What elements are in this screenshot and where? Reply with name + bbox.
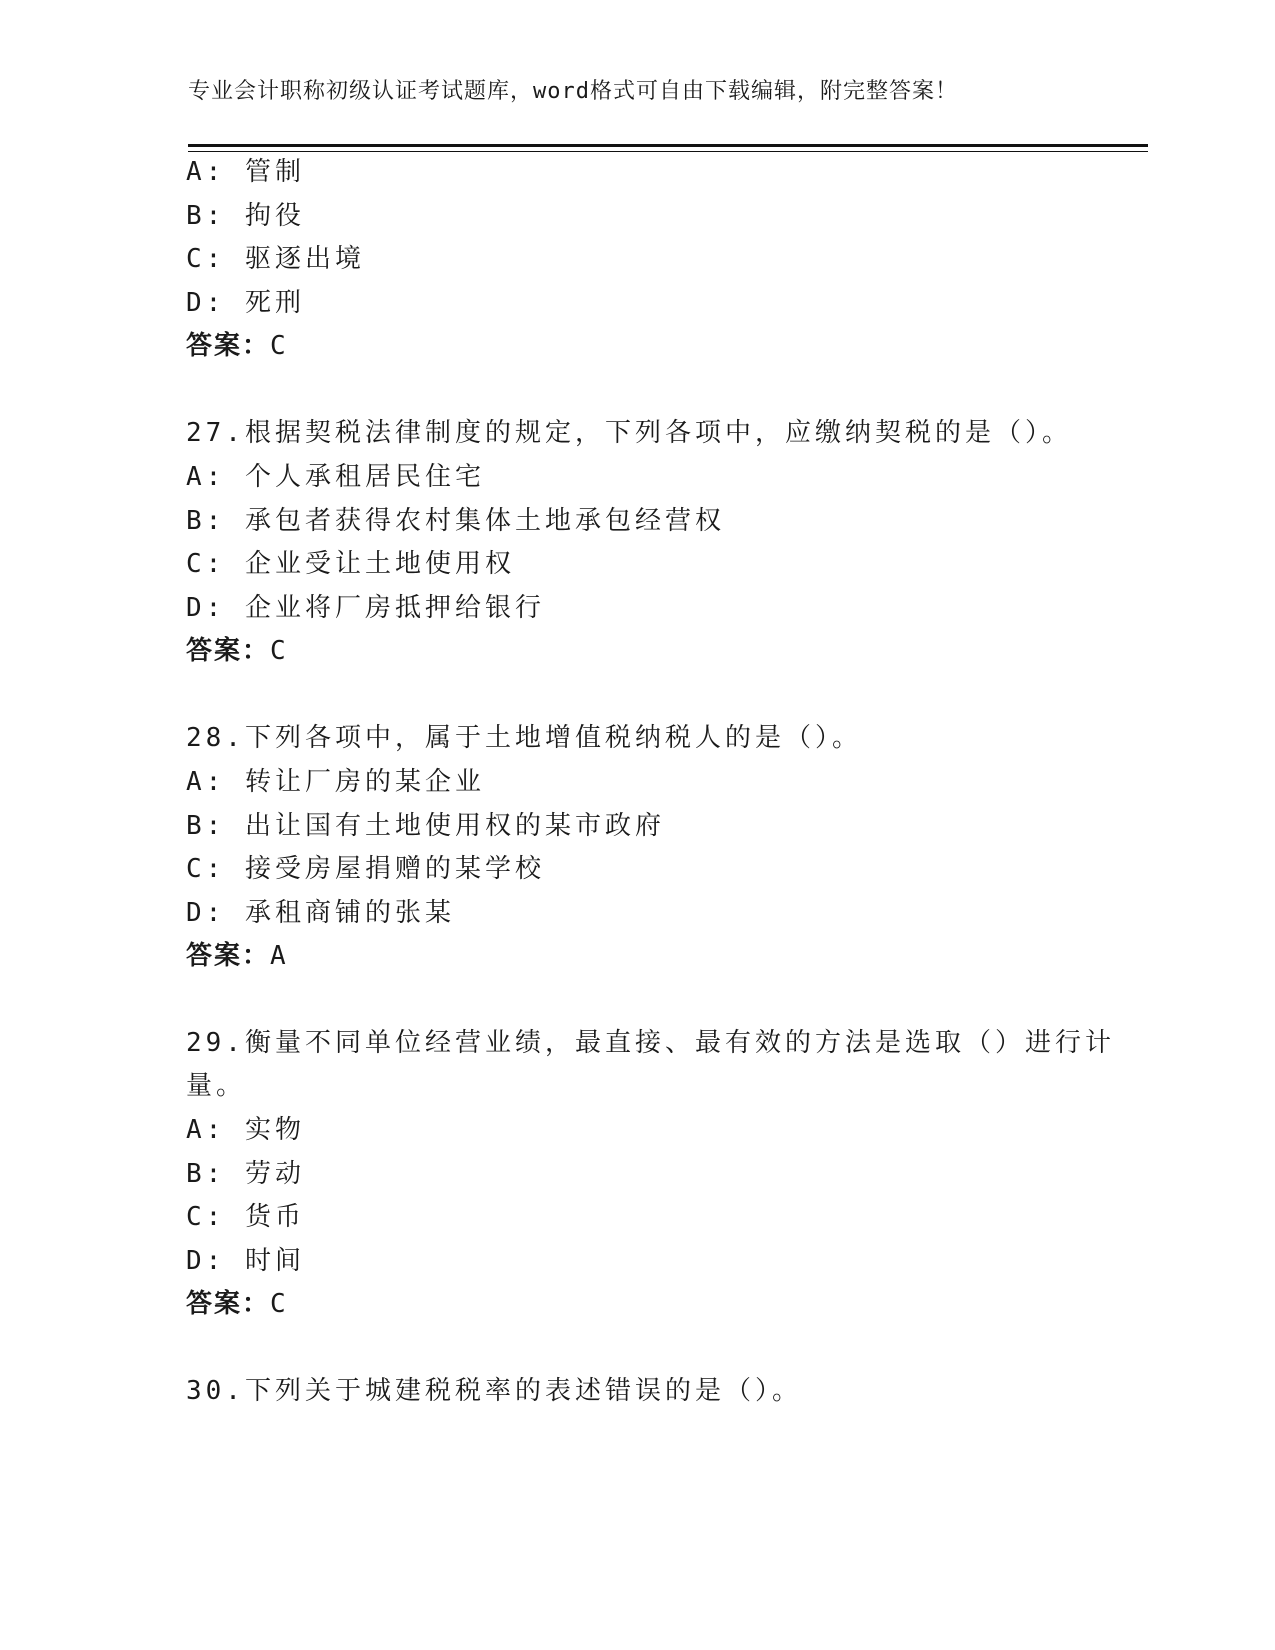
q29-question-line1: 29.衡量不同单位经营业绩，最直接、最有效的方法是选取（）进行计 (186, 1028, 1115, 1058)
q27-option-b: B: 承包者获得农村集体土地承包经营权 (186, 506, 725, 536)
q29-answer (186, 1287, 288, 1321)
q27-answer-label: 答案： (186, 636, 271, 666)
q30-question: 30.下列关于城建税税率的表述错误的是（）。 (186, 1376, 802, 1406)
q26-option-a: A: 管制 (186, 157, 305, 187)
q29-answer-label: 答案： (186, 1289, 271, 1319)
q28-option-a: A: 转让厂房的某企业 (186, 767, 485, 797)
q28-answer-value: A (270, 941, 288, 971)
q29-answer-value: C (270, 1289, 288, 1319)
header-rule-thick (188, 144, 1148, 147)
q27-option-d: D: 企业将厂房抵押给银行 (186, 593, 545, 623)
q27-option-c: C: 企业受让土地使用权 (186, 549, 515, 579)
q28-answer-label: 答案： (186, 941, 271, 971)
q27-question: 27.根据契税法律制度的规定，下列各项中，应缴纳契税的是（）。 (186, 418, 1072, 448)
q28-question: 28.下列各项中，属于土地增值税纳税人的是（）。 (186, 723, 862, 753)
q26-answer-value: C (270, 331, 288, 361)
header-rule-thin (188, 151, 1148, 152)
q29-option-b: B: 劳动 (186, 1159, 305, 1189)
page-header: 专业会计职称初级认证考试题库，word格式可自由下载编辑，附完整答案！ (188, 79, 958, 104)
q27-option-a: A: 个人承租居民住宅 (186, 462, 485, 492)
q26-option-d: D: 死刑 (186, 288, 305, 318)
q26-option-c: C: 驱逐出境 (186, 244, 365, 274)
q26-option-b: B: 拘役 (186, 201, 305, 231)
q27-answer (186, 634, 288, 668)
q28-option-c: C: 接受房屋捐赠的某学校 (186, 854, 545, 884)
q29-question-line2: 量。 (186, 1071, 247, 1101)
q26-answer-label: 答案： (186, 331, 271, 361)
q28-option-d: D: 承租商铺的张某 (186, 898, 455, 928)
q29-option-c: C: 货币 (186, 1202, 305, 1232)
q27-answer-value: C (270, 636, 288, 666)
q26-answer (186, 329, 288, 363)
q28-answer (186, 939, 288, 973)
q29-option-d: D: 时间 (186, 1246, 305, 1276)
q29-option-a: A: 实物 (186, 1115, 305, 1145)
q28-option-b: B: 出让国有土地使用权的某市政府 (186, 811, 665, 841)
